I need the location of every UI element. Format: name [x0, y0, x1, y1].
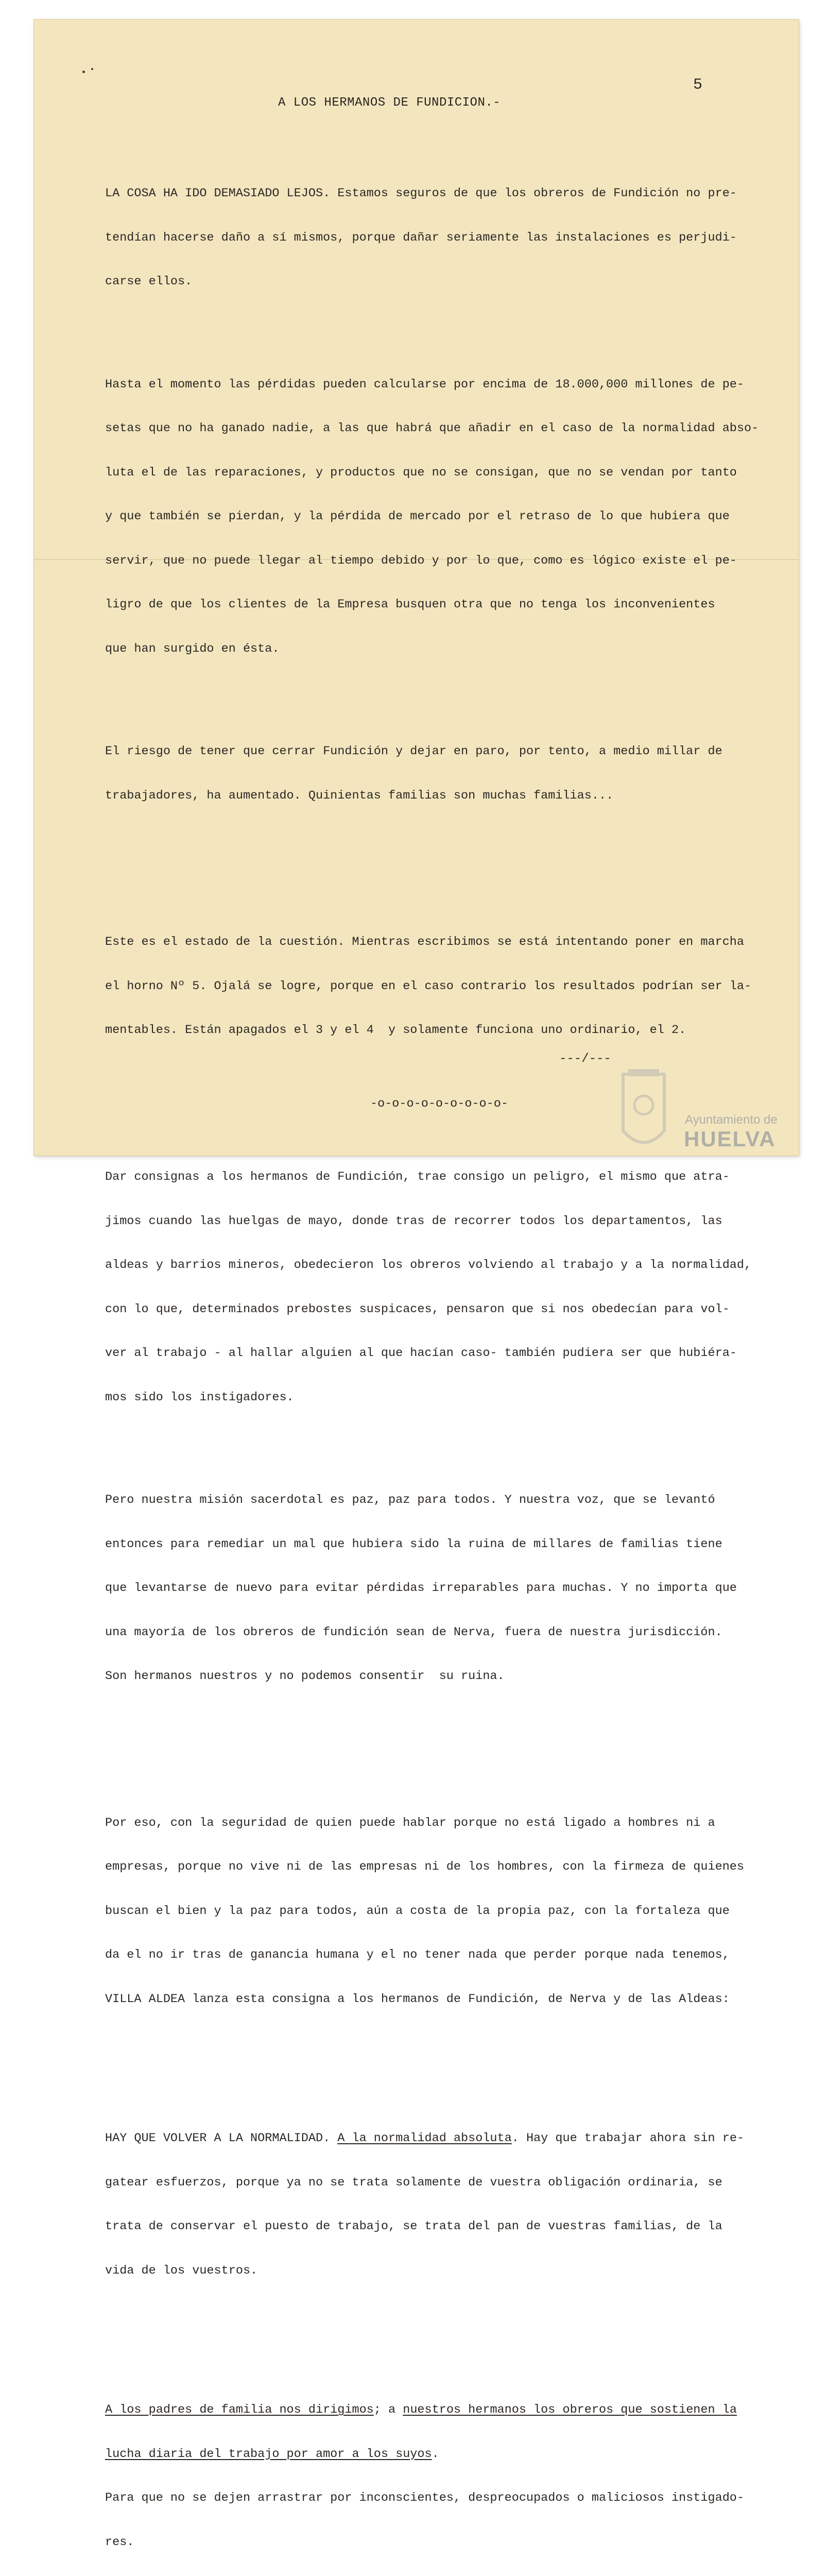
text-line — [105, 2403, 774, 2418]
text-fragment: . Hay que trabajar ahora sin re- — [511, 2131, 745, 2145]
text-line: ver al trabajo - al hallar alguien al que hacían caso- también pudiera ser que hubiéra- — [105, 1346, 737, 1360]
text-line: ligro de que los clientes de la Empresa busquen otra que no tenga los inconvenientes — [105, 598, 715, 612]
text-line: El riesgo de tener que cerrar Fundición y dejar en paro, por tento, a medio millar de — [105, 744, 722, 758]
underlined-text: A los padres de familia nos dirigimos — [105, 2403, 374, 2417]
text-line: carse ellos. — [105, 275, 193, 289]
separator: -o-o-o-o-o-o-o-o-o- — [370, 1096, 508, 1111]
text-line: da el no ir tras de ganancia humana y el no tener nada que perder porque nada tenemos, — [105, 1948, 730, 1962]
text-line: que han surgido en ésta. — [105, 641, 280, 656]
text-line: Por eso, con la seguridad de quien puede hablar porque no está ligado a hombres ni a — [105, 1816, 715, 1830]
text-line: luta el de las reparaciones, y productos que no se consigan, que no se vendan por tanto — [105, 465, 737, 480]
text-line — [105, 2131, 774, 2146]
page-title: A LOS HERMANOS DE FUNDICION.- — [278, 96, 501, 110]
text-line: mentables. Están apagados el 3 y el 4 y solamente funciona uno ordinario, el 2. — [105, 1023, 686, 1037]
text-line: Este es el estado de la cuestión. Mientras escribimos se está intentando poner en marcha — [105, 935, 745, 949]
text-line: empresas, porque no vive ni de las empresas ni de los hombres, con la firmeza de quienes — [105, 1860, 745, 1874]
text-line: res. — [105, 2535, 134, 2549]
text-line: Hasta el momento las pérdidas pueden calcularse por encima de 18.000,000 millones de pe- — [105, 377, 745, 392]
text-line: entonces para remediar un mal que hubiera sido la ruina de millares de familias tiene — [105, 1537, 722, 1551]
paragraph-por-eso — [105, 1787, 774, 2037]
text-line: vida de los vuestros. — [105, 2263, 258, 2278]
text-fragment: HAY QUE VOLVER A LA NORMALIDAD. — [105, 2131, 338, 2145]
underlined-text: nuestros hermanos los obreros que sostienen la — [403, 2403, 737, 2417]
text-fragment: . — [432, 2447, 439, 2461]
text-line: servir, que no puede llegar al tiempo debido y por lo que, como es lógico existe el pe- — [105, 553, 737, 568]
text-line: mos sido los instigadores. — [105, 1390, 294, 1404]
text-line: el horno Nº 5. Ojalá se logre, porque en el caso contrario los resultados podrían ser la- — [105, 979, 752, 993]
text-line: tendían hacerse daño a sí mismos, porque dañar seriamente las instalaciones es perjudi- — [105, 230, 737, 245]
letter-body — [105, 128, 774, 2576]
text-line: gatear esfuerzos, porque ya no se trata solamente de vuestra obligación ordinaria, se — [105, 2175, 722, 2190]
text-line — [105, 2447, 774, 2462]
text-line: Para que no se dejen arrastrar por inconscientes, despreocupados o maliciosos instigado- — [105, 2491, 745, 2505]
text-line: buscan el bien y la paz para todos, aún a costa de la propia paz, con la fortaleza que — [105, 1904, 730, 1918]
text-line: jimos cuando las huelgas de mayo, donde tras de recorrer todos los departamentos, las — [105, 1214, 722, 1228]
paragraph-normalidad — [105, 2102, 774, 2308]
text-line: trabajadores, ha aumentado. Quinientas familias son muchas familias... — [105, 788, 614, 803]
text-line: que levantarse de nuevo para evitar pérdidas irreparables para muchas. Y no importa que — [105, 1581, 737, 1595]
text-line: Pero nuestra misión sacerdotal es paz, paz para todos. Y nuestra voz, que se levantó — [105, 1493, 715, 1507]
paragraph-lejos — [105, 157, 774, 319]
ink-speck — [91, 68, 93, 70]
watermark-line2: HUELVA — [684, 1127, 776, 1151]
text-fragment: ; a — [373, 2403, 403, 2417]
text-line: LA COSA HA IDO DEMASIADO LEJOS. Estamos seguros de que los obreros de Fundición no pre- — [105, 187, 737, 200]
text-line: y que también se pierdan, y la pérdida de mercado por el retraso de lo que hubiera que — [105, 510, 730, 523]
paragraph-consignas — [105, 1141, 774, 1434]
underlined-text: lucha diaria del trabajo por amor a los suyos — [105, 2447, 432, 2461]
text-line: VILLA ALDEA lanza esta consigna a los hermanos de Fundición, de Nerva y de las Aldeas: — [105, 1992, 730, 2006]
paragraph-mision — [105, 1464, 774, 1714]
text-line: una mayoría de los obreros de fundición sean de Nerva, fuera de nuestra jurisdicción. — [105, 1625, 722, 1639]
ink-speck — [82, 71, 85, 73]
paragraph-estado — [105, 906, 774, 1067]
underlined-text: A la normalidad absoluta — [337, 2131, 512, 2145]
text-line: setas que no ha ganado nadie, a las que habrá que añadir en el caso de la normalidad abso- — [105, 421, 759, 435]
text-line: con lo que, determinados prebostes suspicaces, pensaron que si nos obedecían para vol- — [105, 1302, 730, 1316]
text-line: trata de conservar el puesto de trabajo, se trata del pan de vuestras familias, de la — [105, 2219, 722, 2233]
paragraph-perdidas — [105, 348, 774, 686]
paragraph-padres — [105, 2374, 774, 2576]
text-line: aldeas y barrios mineros, obedecieron los obreros volviendo al trabajo y a la normalidad, — [105, 1258, 752, 1272]
watermark-line1: Ayuntamiento de — [685, 1113, 778, 1127]
text-line: Dar consignas a los hermanos de Fundición, trae consigo un peligro, el mismo que atra- — [105, 1170, 730, 1184]
text-line: Son hermanos nuestros y no podemos consentir su ruina. — [105, 1669, 505, 1683]
paragraph-riesgo — [105, 715, 774, 833]
closing-mark: ---/--- — [559, 1052, 611, 1066]
page-number: 5 — [693, 76, 703, 94]
